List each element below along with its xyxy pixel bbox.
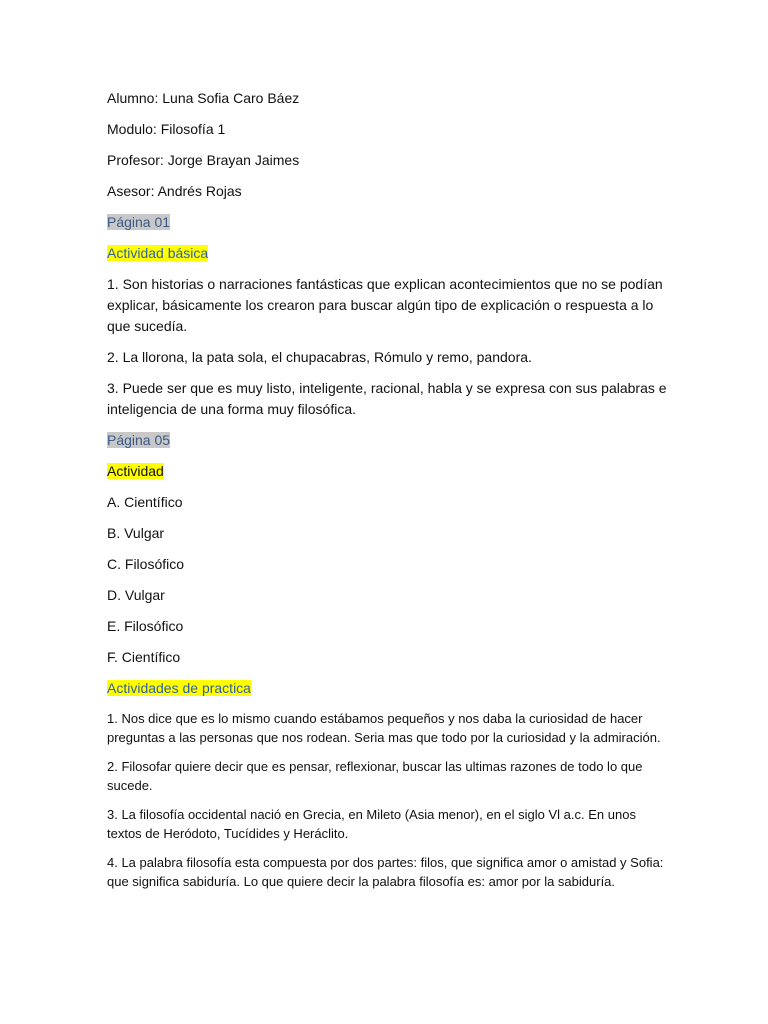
activity-option-f: F. Científico	[107, 649, 181, 665]
page-01-label: Página 01	[107, 214, 171, 230]
basic-activity-answer-1: 1. Son historias o narraciones fantásticas que explican acontecimientos que no se podían explicar, básicamente los crearon para buscar algún tipo de explicación o respuesta a lo que sucedía.	[107, 276, 663, 334]
practice-answer-2: 2. Filosofar quiere decir que es pensar, reflexionar, buscar las ultimas razones de todo lo que sucede.	[107, 759, 643, 793]
activity-option-e: E. Filosófico	[107, 618, 184, 634]
teacher-name: Profesor: Jorge Brayan Jaimes	[107, 152, 300, 168]
advisor-name: Asesor: Andrés Rojas	[107, 183, 242, 199]
activity-option-a: A. Científico	[107, 494, 183, 510]
activity-option-d: D. Vulgar	[107, 587, 165, 603]
practice-heading: Actividades de practica	[107, 680, 251, 696]
practice-answer-4: 4. La palabra filosofía esta compuesta por dos partes: filos, que significa amor o amistad y Sofia: que significa sabiduría. Lo que quiere decir la palabra filosofía es: amor por la sabiduría.	[107, 855, 664, 889]
activity-option-b: B. Vulgar	[107, 525, 165, 541]
student-name: Alumno: Luna Sofia Caro Báez	[107, 90, 300, 106]
basic-activity-heading: Actividad básica	[107, 245, 209, 261]
basic-activity-answer-3: 3. Puede ser que es muy listo, inteligente, racional, habla y se expresa con sus palabras e inteligencia de una forma muy filosófica.	[107, 380, 667, 417]
activity-heading: Actividad	[107, 463, 164, 479]
page-05-label: Página 05	[107, 432, 171, 448]
practice-answer-1: 1. Nos dice que es lo mismo cuando estábamos pequeños y nos daba la curiosidad de hacer preguntas a las personas que nos rodean. Seria mas que todo por la curiosidad y la admiración.	[107, 711, 661, 745]
document-body	[107, 88, 667, 901]
activity-option-c: C. Filosófico	[107, 556, 185, 572]
practice-answers	[107, 709, 667, 891]
practice-answer-3: 3. La filosofía occidental nació en Grecia, en Mileto (Asia menor), en el siglo Vl a.c. En unos textos de Heródoto, Tucídides y Heráclito.	[107, 807, 636, 841]
basic-activity-answer-2: 2. La llorona, la pata sola, el chupacabras, Rómulo y remo, pandora.	[107, 349, 532, 365]
module-name: Modulo: Filosofía 1	[107, 121, 226, 137]
